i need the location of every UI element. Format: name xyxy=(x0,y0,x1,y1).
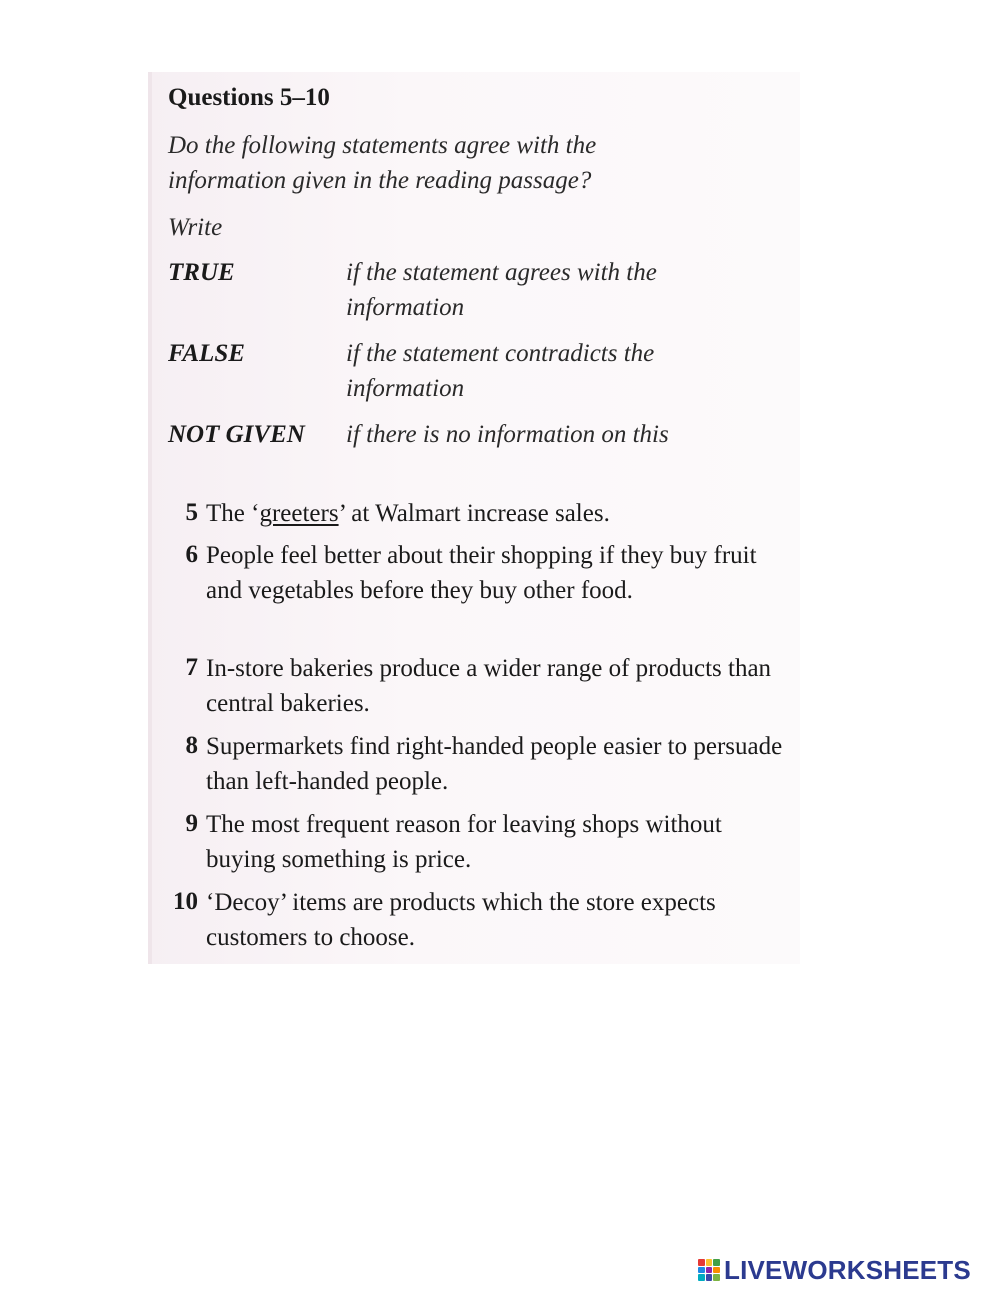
statement-5-underlined: greeters xyxy=(259,500,339,527)
key-def-true-line-2: information xyxy=(346,294,465,321)
logo-square xyxy=(698,1274,705,1281)
statement-number: 8 xyxy=(185,732,198,759)
logo-square xyxy=(698,1259,705,1266)
liveworksheets-logo xyxy=(698,1256,971,1284)
statement-5-pre: The ‘ xyxy=(206,500,260,527)
statement-number: 10 xyxy=(173,888,198,915)
statement-7-text: In-store bakeries produce a wider range of products than central bakeries. xyxy=(206,655,772,717)
key-def-not-given-line-1: if there is no information on this xyxy=(346,421,669,448)
statement-9-text: The most frequent reason for leaving shops without buying something is price. xyxy=(206,811,722,873)
logo-text: LIVEWORKSHEETS xyxy=(724,1254,971,1285)
key-label-true: TRUE xyxy=(168,259,235,286)
logo-square xyxy=(706,1267,713,1274)
statement-number: 6 xyxy=(185,541,198,568)
instruction-line-2: information given in the reading passage? xyxy=(168,167,592,194)
logo-square xyxy=(713,1274,720,1281)
questions-heading: Questions 5–10 xyxy=(168,84,330,111)
logo-square xyxy=(713,1267,720,1274)
key-def-false-line-2: information xyxy=(346,375,465,402)
scan-edge xyxy=(148,72,152,964)
key-def-false-line-1: if the statement contradicts the xyxy=(346,340,655,367)
instruction-line-1: Do the following statements agree with the xyxy=(168,132,597,159)
logo-square xyxy=(706,1274,713,1281)
statement-number: 5 xyxy=(185,499,198,526)
logo-square xyxy=(713,1259,720,1266)
statement-number: 7 xyxy=(185,654,198,681)
statement-number: 9 xyxy=(185,810,198,837)
statement-5-post: ’ at Walmart increase sales. xyxy=(338,500,610,527)
statement-5-text xyxy=(206,496,796,531)
logo-square xyxy=(698,1267,705,1274)
key-label-false: FALSE xyxy=(168,340,245,367)
key-def-true-line-1: if the statement agrees with the xyxy=(346,259,657,286)
logo-grid-icon xyxy=(698,1259,720,1281)
statement-10-text: ‘Decoy’ items are products which the store expects customers to choose. xyxy=(206,889,716,951)
key-label-not-given: NOT GIVEN xyxy=(168,421,305,448)
statement-8-text: Supermarkets find right-handed people easier to persuade than left-handed people. xyxy=(206,733,783,795)
logo-square xyxy=(706,1259,713,1266)
statement-6-text: People feel better about their shopping if they buy fruit and vegetables before they buy other food. xyxy=(206,542,757,604)
instruction-write: Write xyxy=(168,214,223,241)
